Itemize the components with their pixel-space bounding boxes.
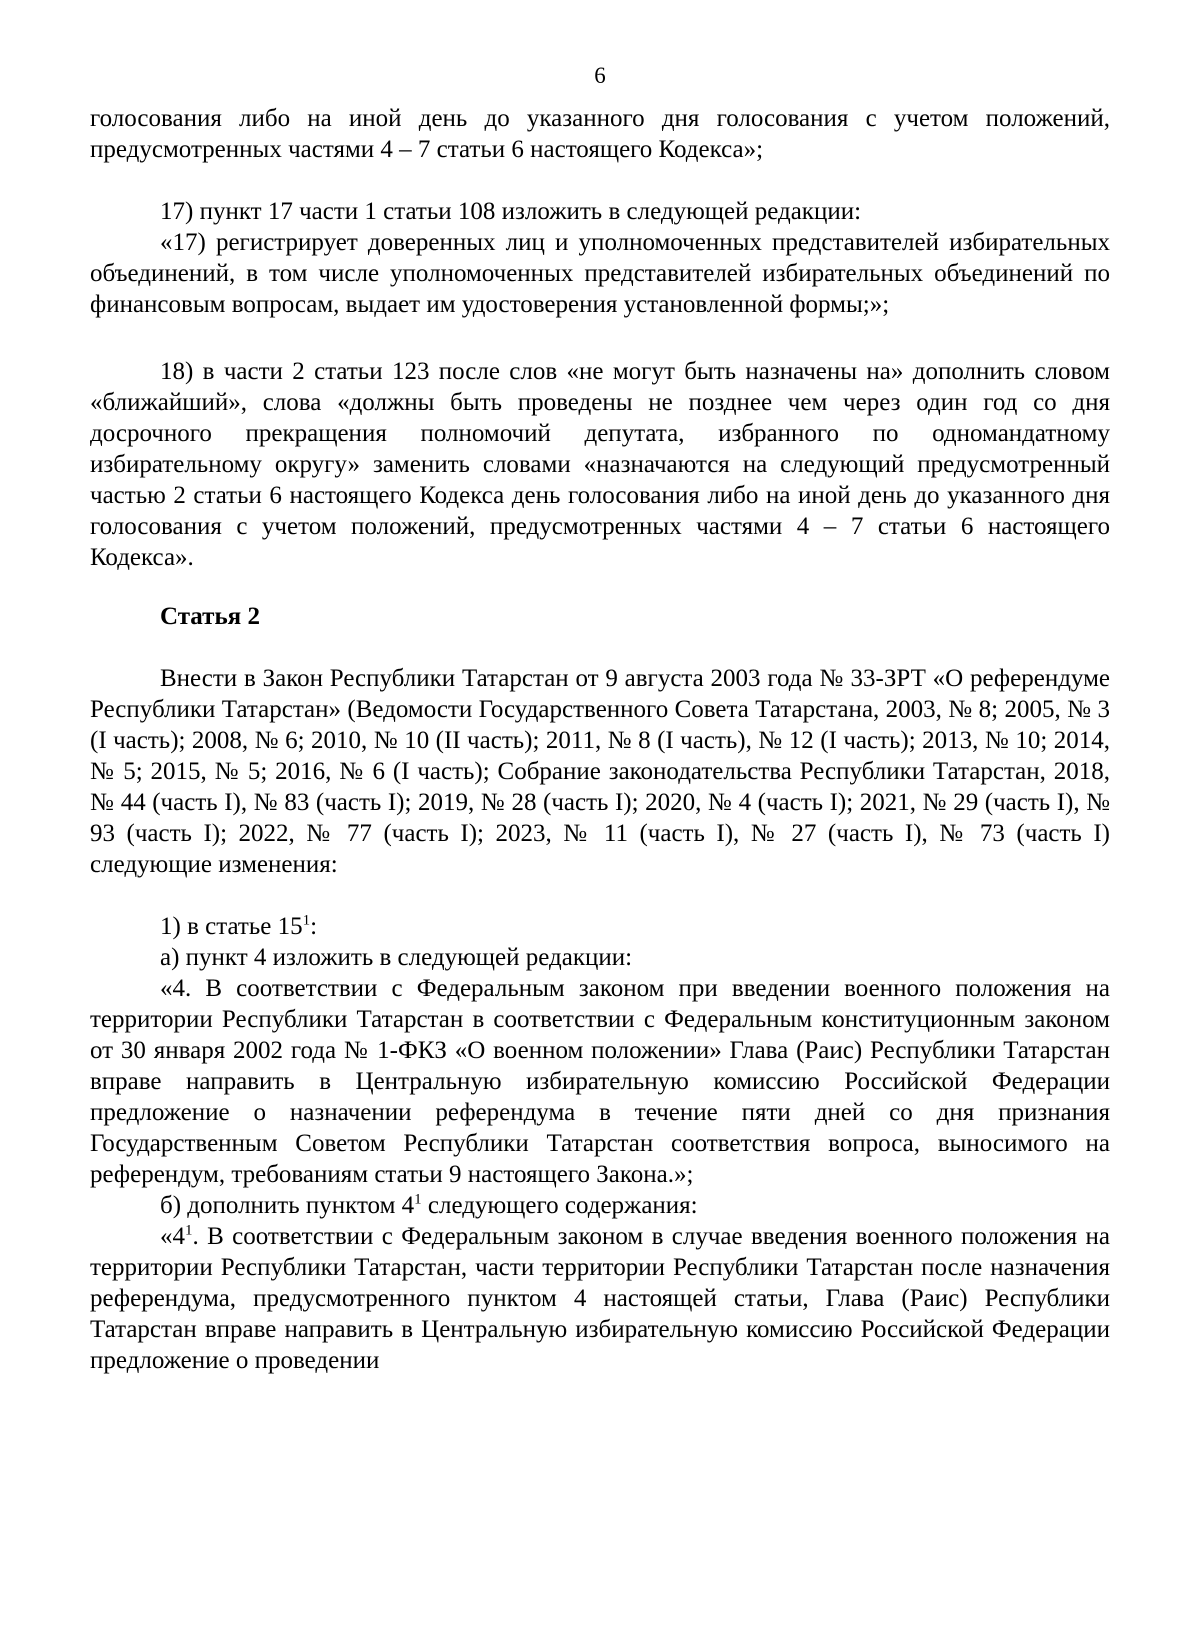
- paragraph-article-2-intro: Внести в Закон Республики Татарстан от 9 августа 2003 года № 33-ЗРТ «О референдуме Республики Татарстан» (Ведомости Государственного Совета Татарстана, 2003, № 8; 2005, № 3 (I часть); 2008, № 6; 2010, № 10 (II часть); 2011, № 8 (I часть), № 12 (I часть); 2013, № 10; 2014, № 5; 2015, № 5; 2016, № 6 (I часть); Собрание законодательства Республики Татарстан, 2018, № 44 (часть I), № 83 (часть I); 2019, № 28 (часть I); 2020, № 4 (часть I); 2021, № 29 (часть I), № 93 (часть I); 2022, № 77 (часть I); 2023, № 11 (часть I), № 27 (часть I), № 73 (часть I) следующие изменения:: [90, 665, 1110, 878]
- subitem-b-rest: следующего содержания:: [421, 1192, 698, 1219]
- paragraph-point-4-1: [90, 1221, 1110, 1376]
- page-number: 6: [594, 63, 606, 88]
- item-1-superscript: 1: [302, 912, 311, 929]
- point-4-1-number: «4: [160, 1223, 185, 1250]
- point-4-1-text: . В соответствии с Федеральным законом в случае введения военного положения на территории Республики Татарстан, части территории Республики Татарстан после назначения референдума, предусмотренного пунктом 4 настоящей статьи, Глава (Раис) Республики Татарстан вправе направить в Центральную избирательную комиссию Российской Федерации предложение о проведении: [90, 1223, 1110, 1374]
- paragraph-item-17: 17) пункт 17 части 1 статьи 108 изложить в следующей редакции:: [160, 198, 862, 225]
- point-4-1-superscript: 1: [185, 1222, 193, 1239]
- paragraph-item-1: [90, 911, 1110, 942]
- paragraph-continuation: голосования либо на иной день до указанного дня голосования с учетом положений, предусмотренных частями 4 – 7 статьи 6 настоящего Кодекса»;: [90, 105, 1110, 163]
- item-1-text: 1) в статье 15: [160, 913, 303, 940]
- paragraph-item-17-text: «17) регистрирует доверенных лиц и уполномоченных представителей избирательных объединений, в том числе уполномоченных представителей избирательных объединений по финансовым вопросам, выдает им удостоверения установленной формы;»;: [90, 229, 1110, 318]
- subitem-b-superscript: 1: [414, 1191, 422, 1208]
- paragraph-subitem-b: [90, 1190, 1110, 1221]
- subitem-b-text: б) дополнить пунктом 4: [160, 1192, 415, 1219]
- paragraph-point-4: «4. В соответствии с Федеральным законом при введении военного положения на территории Республики Татарстан в соответствии с Федеральным конституционным законом от 30 января 2002 года № 1-ФКЗ «О военном положении» Глава (Раис) Республики Татарстан вправе направить в Центральную избирательную комиссию Российской Федерации предложение о назначении референдума в течение пяти дней со дня признания Государственным Советом Республики Татарстан соответствия вопроса, выносимого на референдум, требованиям статьи 9 настоящего Закона.»;: [90, 975, 1110, 1188]
- paragraph-subitem-a: а) пункт 4 изложить в следующей редакции:: [160, 944, 633, 971]
- article-heading: Статья 2: [160, 603, 260, 630]
- document-body: [90, 103, 1110, 1376]
- item-1-colon: :: [310, 913, 318, 940]
- paragraph-item-18: 18) в части 2 статьи 123 после слов «не могут быть назначены на» дополнить словом «ближайший», слова «должны быть проведены не позднее чем через один год со дня досрочного прекращения полномочий депутата, избранного по одномандатному избирательному округу» заменить словами «назначаются на следующий предусмотренный частью 2 статьи 6 настоящего Кодекса день голосования либо на иной день до указанного дня голосования с учетом положений, предусмотренных частями 4 – 7 статьи 6 настоящего Кодекса».: [90, 358, 1110, 571]
